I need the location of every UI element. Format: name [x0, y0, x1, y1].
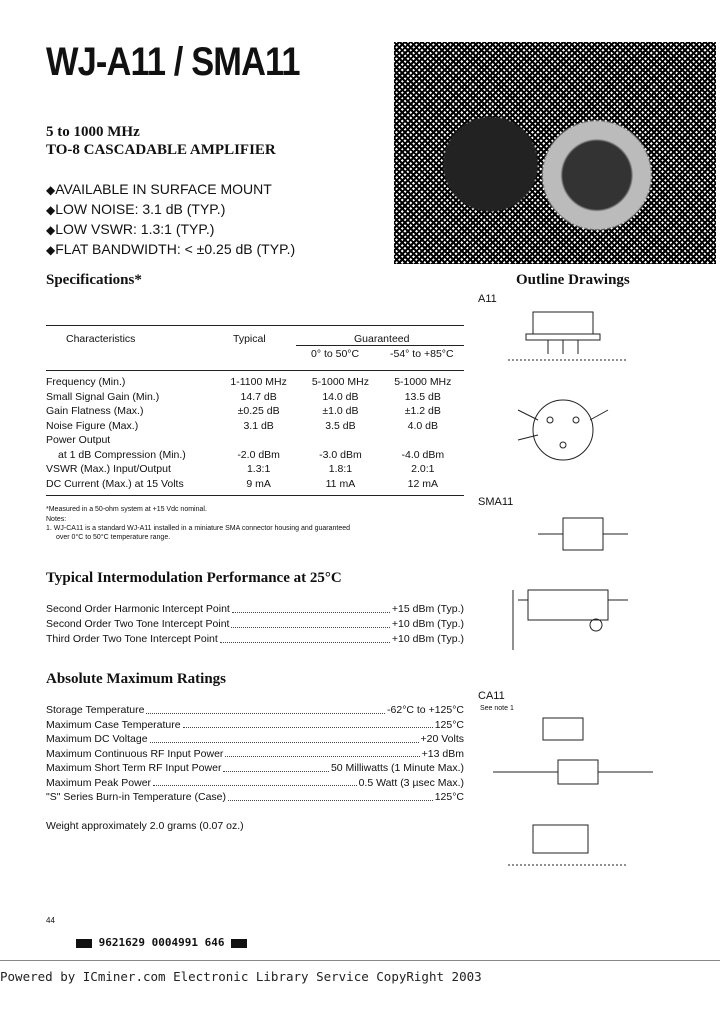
item-label: Second Order Two Tone Intercept Point: [46, 618, 230, 630]
table-row: [46, 477, 464, 492]
item-value: +10 dBm (Typ.): [391, 633, 464, 645]
row-label: VSWR (Max.) Input/Output: [46, 463, 171, 476]
item-label: Second Order Harmonic Intercept Point: [46, 603, 230, 615]
typical-value: 9 mA: [246, 477, 271, 490]
table-row: [46, 419, 464, 434]
typical-value: 14.7 dB: [240, 390, 277, 403]
item-label: Third Order Two Tone Intercept Point: [46, 633, 218, 645]
guaranteed-rule: [296, 345, 464, 346]
frequency-range: 5 to 1000 MHz: [46, 124, 140, 140]
guaranteed-value: 13.5 dB: [404, 390, 441, 403]
guaranteed-value: 2.0:1: [411, 463, 435, 476]
feature-item: ◆ FLAT BANDWIDTH: < ±0.25 dB (TYP.): [46, 240, 295, 260]
ca11-note: See note 1: [480, 705, 514, 712]
item-value: +10 dBm (Typ.): [391, 618, 464, 630]
row-label: Small Signal Gain (Min.): [46, 390, 160, 403]
a11-leader: [518, 435, 538, 440]
list-item: [46, 617, 464, 632]
a11-can-body: [533, 312, 593, 334]
guaranteed-value: 5-1000 MHz: [311, 376, 370, 389]
note-1-line-2: over 0°C to 50°C temperature range.: [56, 534, 171, 541]
a11-pin-hole: [547, 417, 553, 423]
item-value: 125°C: [434, 791, 464, 803]
guaranteed-value: 3.5 dB: [325, 419, 356, 432]
list-item: [46, 718, 464, 733]
table-row: [46, 375, 464, 390]
guaranteed-value: 5-1000 MHz: [394, 376, 452, 389]
barcode-text: 9621629 0004991 646: [98, 936, 225, 949]
intermod-list: [46, 602, 464, 647]
specifications-table: [46, 375, 464, 491]
item-value: +20 Volts: [420, 733, 464, 745]
list-item: [46, 732, 464, 747]
typical-value: 1-1100 MHz: [230, 376, 287, 389]
measured-note: *Measured in a 50-ohm system at +15 Vdc nominal.: [46, 506, 207, 513]
table-row: [46, 462, 464, 477]
table-row: [46, 433, 464, 448]
typical-value: [218, 433, 299, 448]
item-value: -62°C to +125°C: [387, 704, 464, 716]
item-label: Maximum Continuous RF Input Power: [46, 747, 224, 760]
col-range-1: 0° to 50°C: [311, 348, 360, 360]
ca11-bottom-body: [533, 825, 588, 853]
feature-item: ◆ LOW NOISE: 3.1 dB (TYP.): [46, 200, 295, 220]
guaranteed-value: [299, 433, 381, 448]
typical-value: ±0.25 dB: [237, 405, 280, 418]
col-characteristics: Characteristics: [66, 333, 136, 345]
row-label: Frequency (Min.): [46, 376, 126, 389]
feature-item: ◆ LOW VSWR: 1.3:1 (TYP.): [46, 220, 295, 240]
ca11-top-body: [543, 718, 583, 740]
table-header-rule: [46, 370, 464, 371]
row-label: at 1 dB Compression (Min.): [58, 448, 186, 461]
a11-leader: [518, 410, 538, 420]
intermod-heading: Typical Intermodulation Performance at 25°C: [46, 570, 342, 586]
item-label: Maximum Case Temperature: [46, 718, 181, 731]
barcode: [76, 936, 247, 949]
row-label: Noise Figure (Max.): [46, 419, 139, 432]
row-label: Gain Flatness (Max.): [46, 405, 144, 418]
a11-pin-hole: [560, 442, 566, 448]
product-type: TO-8 CASCADABLE AMPLIFIER: [46, 142, 276, 158]
list-item: [46, 747, 464, 762]
list-item: [46, 703, 464, 718]
table-row: [46, 448, 464, 463]
label-a11: A11: [478, 293, 497, 305]
col-range-2: -54° to +85°C: [390, 348, 454, 360]
guaranteed-value: 14.0 dB: [322, 390, 359, 403]
col-typical: Typical: [233, 333, 266, 345]
sma11-side-body: [528, 590, 608, 620]
list-item: [46, 761, 464, 776]
a11-pin-hole: [573, 417, 579, 423]
guaranteed-value: -3.0 dBm: [319, 448, 362, 461]
label-sma11: SMA11: [478, 496, 514, 508]
guaranteed-value: -4.0 dBm: [401, 448, 445, 461]
item-label: "S" Series Burn-in Temperature (Case): [46, 791, 226, 803]
typical-value: 1.3:1: [246, 463, 271, 476]
guaranteed-value: 4.0 dB: [407, 419, 438, 432]
note-1-line-1: 1. WJ-CA11 is a standard WJ-A11 installed in a miniature SMA connector housing and guaranteed: [46, 525, 351, 532]
abs-max-list: [46, 703, 464, 805]
footer-credit: Powered by ICminer.com Electronic Library Service CopyRight 2003: [0, 960, 720, 984]
a11-bottom-view: [533, 400, 593, 460]
page-number: 44: [46, 916, 55, 925]
table-row: [46, 404, 464, 419]
abs-max-heading: Absolute Maximum Ratings: [46, 671, 227, 687]
list-item: [46, 602, 464, 617]
outline-heading: Outline Drawings: [516, 272, 630, 288]
a11-flange: [526, 334, 600, 340]
item-label: Maximum Peak Power: [46, 776, 152, 789]
guaranteed-value: [382, 433, 464, 448]
row-label: Power Output: [46, 434, 111, 447]
item-label: Maximum Short Term RF Input Power: [46, 762, 222, 774]
item-value: +15 dBm (Typ.): [391, 603, 464, 615]
item-value: 0.5 Watt (3 µsec Max.): [358, 776, 464, 789]
sma11-housing: [563, 518, 603, 550]
guaranteed-value: 12 mA: [407, 477, 438, 490]
sma11-fitting: [590, 619, 602, 631]
outline-drawings: [478, 290, 678, 950]
guaranteed-value: ±1.2 dB: [404, 405, 441, 418]
a11-leader: [590, 410, 608, 420]
notes-label: Notes:: [46, 516, 67, 523]
item-label: Storage Temperature: [46, 704, 145, 716]
list-item: [46, 776, 464, 791]
table-row: [46, 390, 464, 405]
table-top-rule: [46, 325, 464, 326]
col-guaranteed: Guaranteed: [354, 333, 410, 345]
list-item: [46, 632, 464, 647]
feature-item: ◆ AVAILABLE IN SURFACE MOUNT: [46, 180, 295, 200]
product-photo: [394, 42, 716, 264]
item-value: 125°C: [434, 718, 464, 731]
list-item: [46, 790, 464, 805]
label-ca11: CA11: [478, 690, 505, 702]
guaranteed-value: 11 mA: [325, 477, 356, 490]
guaranteed-value: 1.8:1: [328, 463, 353, 476]
ca11-mid-body: [558, 760, 598, 784]
weight-note: Weight approximately 2.0 grams (0.07 oz.): [46, 820, 244, 832]
item-label: Maximum DC Voltage: [46, 733, 148, 745]
item-value: +13 dBm: [421, 747, 464, 760]
page-title: WJ-A11 / SMA11: [46, 40, 300, 84]
typical-value: -2.0 dBm: [237, 448, 280, 461]
guaranteed-value: ±1.0 dB: [322, 405, 359, 418]
item-value: 50 Milliwatts (1 Minute Max.): [330, 762, 464, 774]
table-bottom-rule: [46, 495, 464, 496]
feature-list: [46, 180, 295, 260]
typical-value: 3.1 dB: [243, 419, 274, 432]
specifications-heading: Specifications*: [46, 272, 142, 288]
row-label: DC Current (Max.) at 15 Volts: [46, 477, 184, 490]
